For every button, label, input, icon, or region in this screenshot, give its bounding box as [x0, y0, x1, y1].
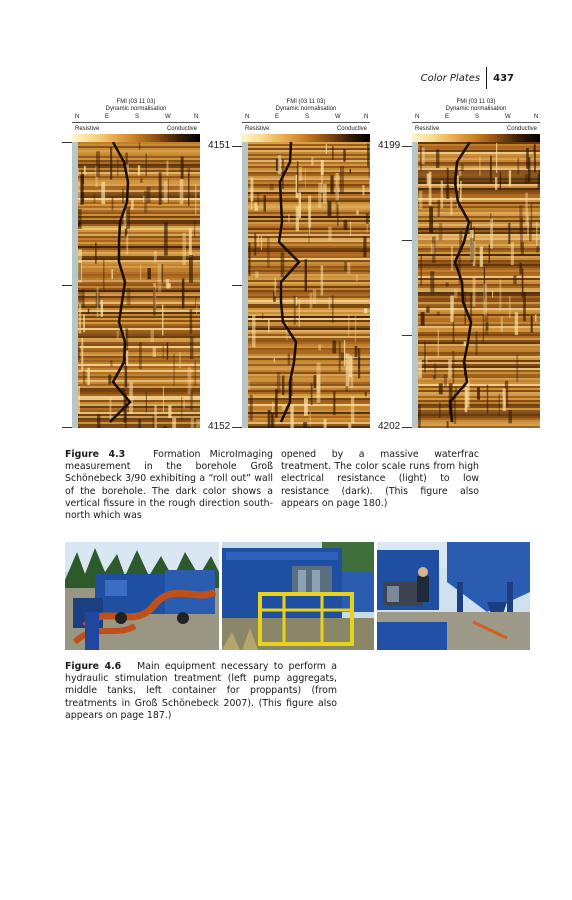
depth-tick — [402, 335, 412, 336]
fmi-image — [242, 142, 370, 428]
figure-label: Figure 4.6 — [65, 661, 122, 672]
azimuth-label: S — [305, 114, 310, 120]
caption-text: Main equipment necessary to perform a hydraulic stimulation treatment (left pump aggregats, middle tanks, left container for proppants) (from treatments in Groß Schönebeck 2007). (This figure also appears on page 187.) — [65, 661, 337, 721]
fmi-image — [72, 142, 200, 428]
depth-label-top: 4199 — [378, 140, 401, 151]
fmi-panel-header — [412, 98, 540, 134]
azimuth-label: S — [135, 114, 140, 120]
azimuth-label: W — [505, 114, 511, 120]
scale-label-conductive: Conductive — [336, 126, 367, 132]
fmi-panel-header — [242, 98, 370, 134]
azimuth-label: N — [194, 114, 199, 120]
color-scale-bar — [242, 134, 370, 142]
fmi-panel-header — [72, 98, 200, 134]
azimuth-label: N — [364, 114, 369, 120]
caption-text: opened by a massive waterfrac treatment. The color scale runs from high electrical resistance (light) to low resistance (dark). (This figure also appears on page 180.) — [281, 449, 479, 509]
azimuth-label: N — [245, 114, 250, 120]
color-scale-bar — [412, 134, 540, 142]
azimuth-axis — [242, 122, 370, 123]
depth-tick — [232, 146, 242, 147]
fmi-subtitle: Dynamic normalisation — [445, 106, 507, 112]
azimuth-label: W — [165, 114, 171, 120]
section-title: Color Plates — [420, 72, 481, 84]
photo-proppant-container — [377, 542, 530, 650]
fmi-panel-1 — [72, 98, 200, 428]
photo-pump-aggregates — [65, 542, 219, 650]
fmi-image — [412, 142, 540, 428]
azimuth-axis — [412, 122, 540, 123]
depth-tick — [62, 285, 72, 286]
azimuth-label: W — [335, 114, 341, 120]
fmi-title: FMI (03 11 03) — [116, 99, 156, 105]
scale-label-resistive: Resistive — [245, 126, 270, 132]
fmi-subtitle: Dynamic normalisation — [275, 106, 337, 112]
azimuth-label: E — [275, 114, 280, 120]
color-scale-bar — [72, 134, 200, 142]
depth-tick — [402, 427, 412, 428]
azimuth-label: N — [75, 114, 80, 120]
depth-label-bottom: 4202 — [378, 421, 401, 432]
fmi-image-graphic — [412, 142, 540, 428]
figure-4-6-caption — [65, 661, 337, 722]
depth-tick — [402, 240, 412, 241]
depth-tick — [232, 285, 242, 286]
fmi-title: FMI (03 11 03) — [456, 99, 496, 105]
azimuth-label: E — [105, 114, 110, 120]
depth-label-top: 4151 — [208, 140, 231, 151]
fmi-panel-2 — [242, 98, 370, 428]
azimuth-label: N — [534, 114, 539, 120]
fmi-image-graphic — [72, 142, 200, 428]
depth-label-bottom: 4152 — [208, 421, 231, 432]
depth-tick — [62, 427, 72, 428]
azimuth-label: N — [415, 114, 420, 120]
scale-label-conductive: Conductive — [506, 126, 537, 132]
fmi-image-graphic — [242, 142, 370, 428]
fmi-subtitle: Dynamic normalisation — [105, 106, 167, 112]
photo-tanks — [222, 542, 374, 650]
azimuth-label: S — [475, 114, 480, 120]
depth-tick — [232, 427, 242, 428]
page-number: 437 — [493, 72, 514, 84]
scale-label-resistive: Resistive — [75, 126, 100, 132]
azimuth-label: E — [445, 114, 450, 120]
fmi-title: FMI (03 11 03) — [286, 99, 326, 105]
running-header — [421, 66, 514, 90]
caption-text: Formation MicroImaging measurement in the borehole Groß Schönebeck 3/90 exhibiting a “roll out” wall of the borehole. The dark color shows a vertical fissure in the rough direction south-north which was — [65, 449, 273, 522]
figure-4-3-caption-col1 — [65, 449, 273, 522]
fmi-panel-3 — [412, 98, 540, 428]
figure-4-3-caption-col2 — [281, 449, 479, 510]
azimuth-axis — [72, 122, 200, 123]
depth-tick — [62, 142, 72, 143]
scale-label-conductive: Conductive — [166, 126, 197, 132]
figure-label: Figure 4.3 — [65, 449, 126, 460]
scale-label-resistive: Resistive — [415, 126, 440, 132]
depth-tick — [402, 146, 412, 147]
